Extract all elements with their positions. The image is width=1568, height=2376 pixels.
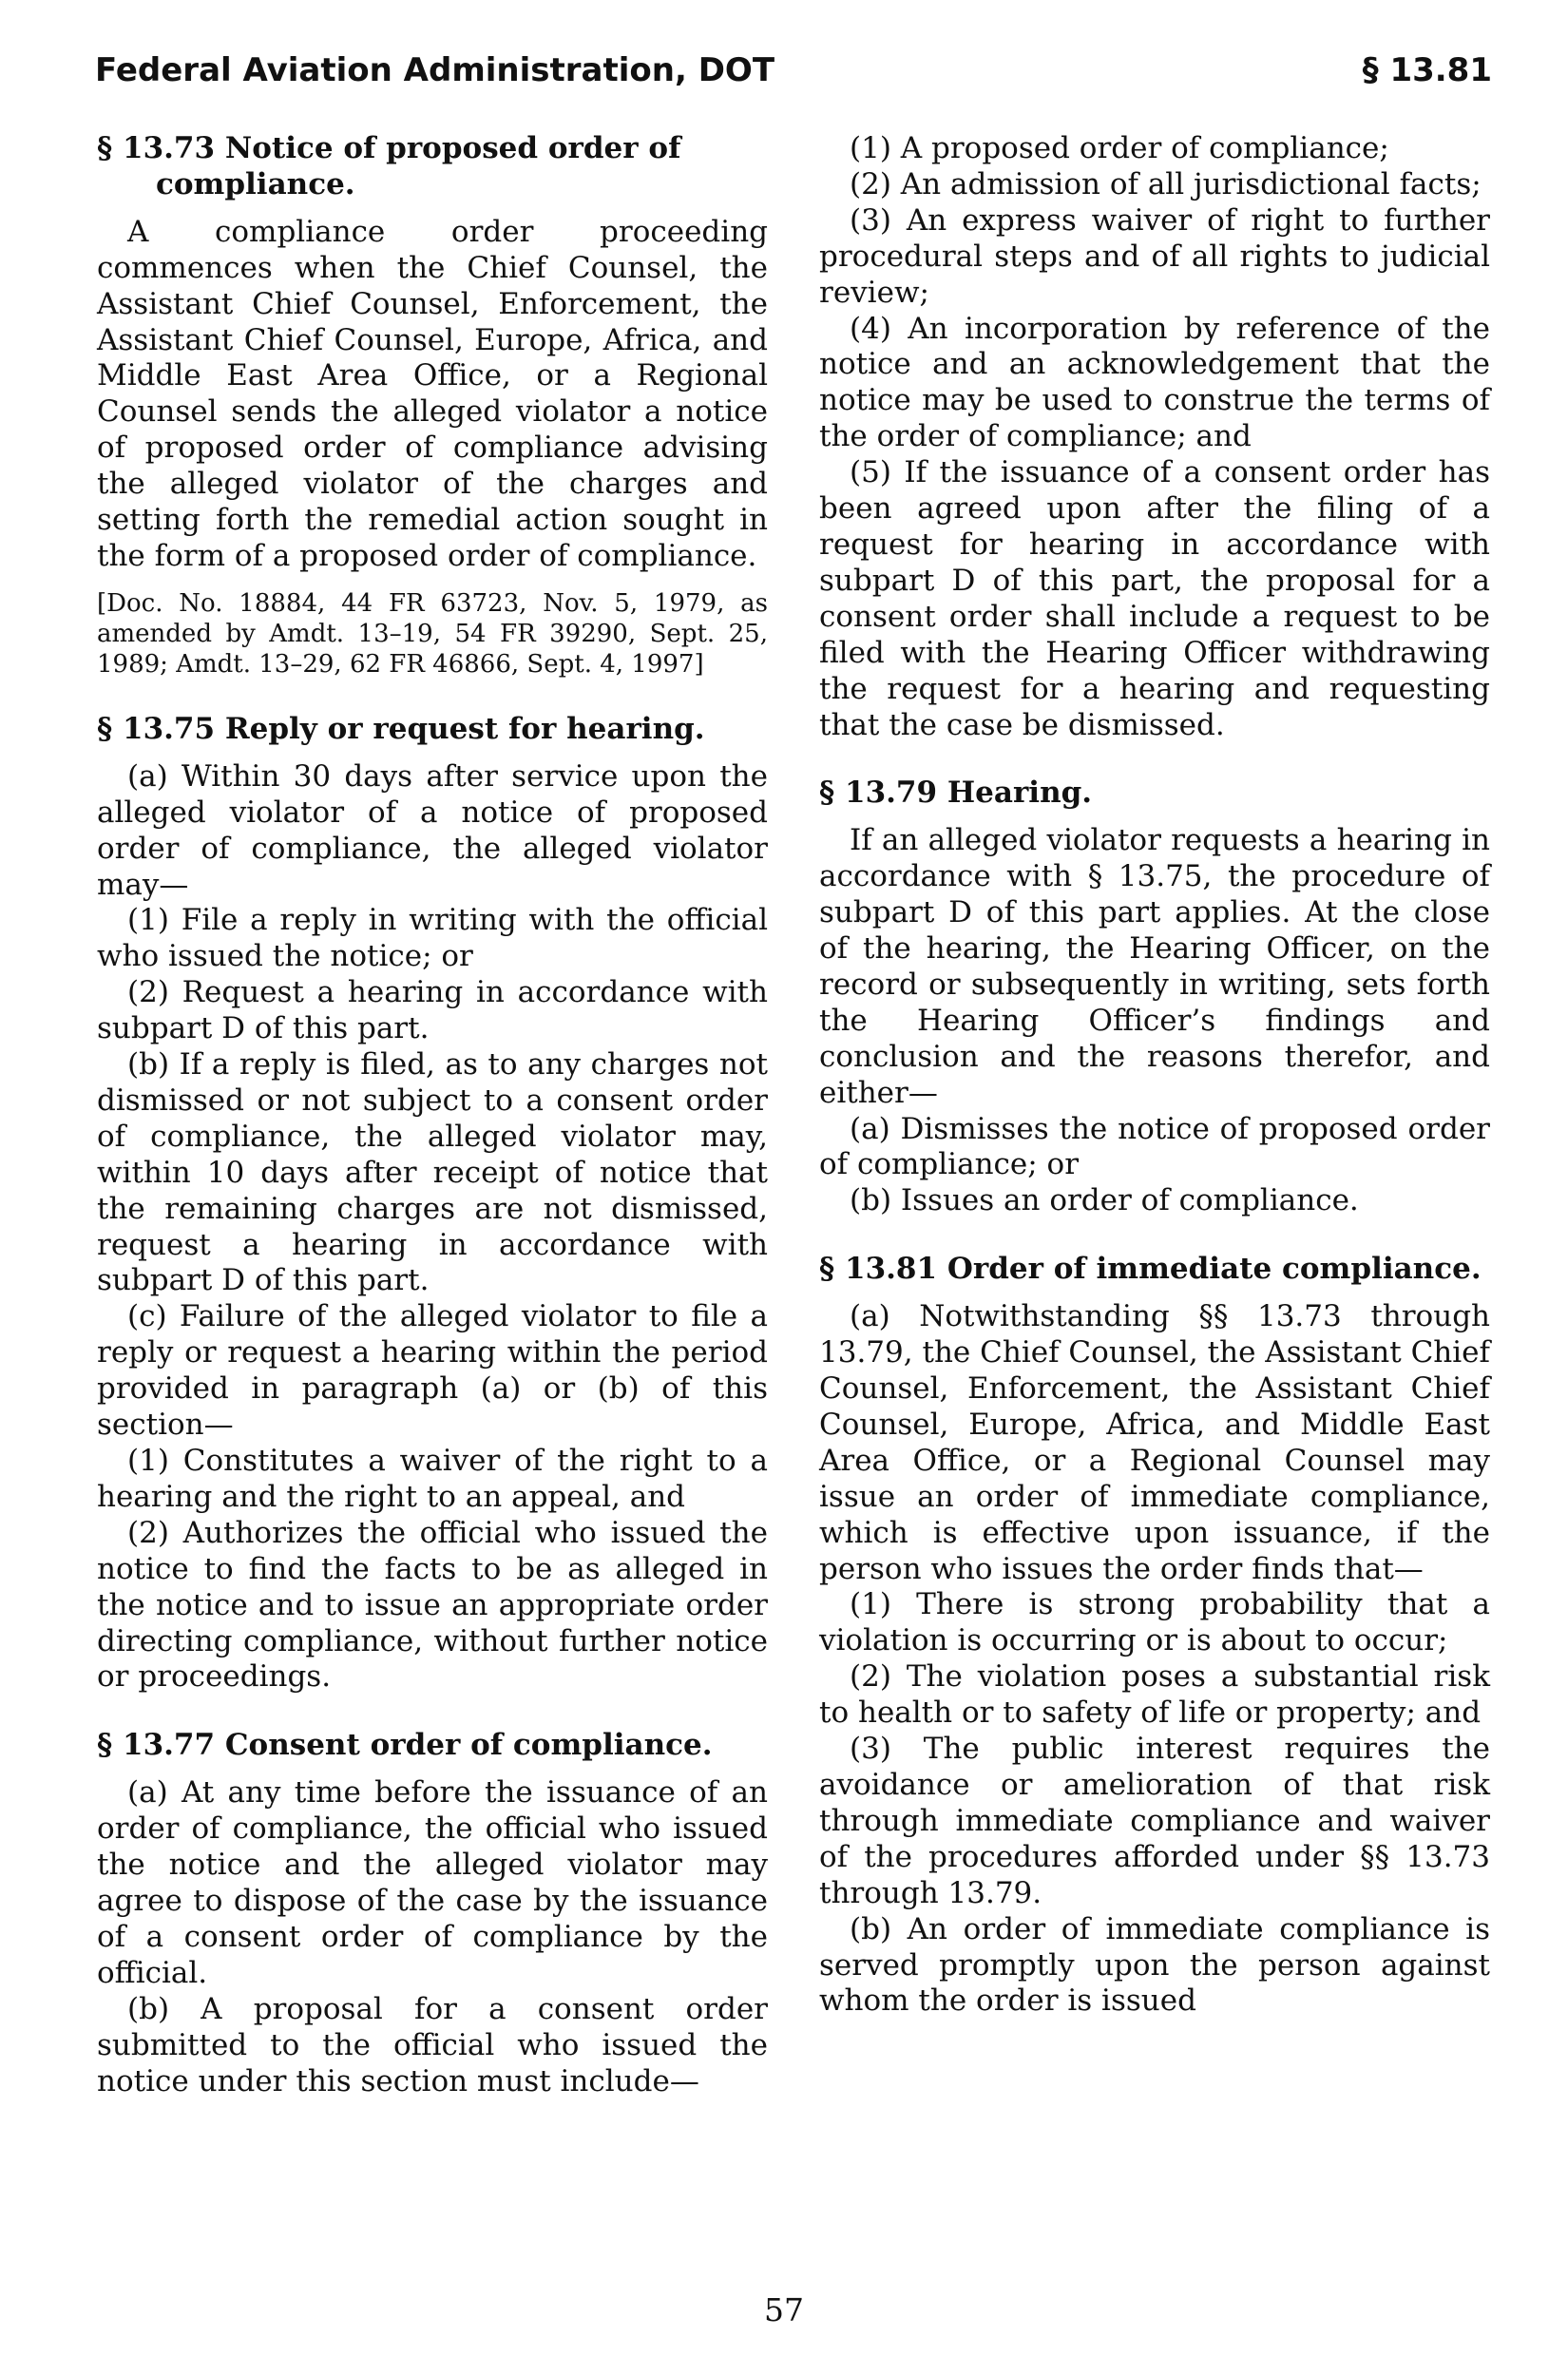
left-column <box>97 131 768 2099</box>
paragraph: (1) A proposed order of compliance; <box>850 131 1389 165</box>
paragraph: (b) An order of immediate compliance is served promptly upon the person against whom the order is issued <box>819 1911 1490 2019</box>
paragraph: (1) Constitutes a waiver of the right to a hearing and the right to an appeal, and <box>97 1444 768 1514</box>
right-column <box>819 131 1490 2020</box>
section-heading-13-77: § 13.77 Consent order of compliance. <box>97 1728 713 1763</box>
paragraph: (b) If a reply is filed, as to any charges not dismissed or not subject to a consent order of compliance, the alleged violator may, within 10 days after receipt of notice that the remaining charges are not dismissed, request a hearing in accordance with subpart D of this part. <box>97 1047 768 1298</box>
agency-title: Federal Aviation Administration, DOT <box>95 51 775 89</box>
section-heading-13-73: § 13.73 Notice of proposed order of compliance. <box>97 131 681 201</box>
paragraph: A compliance order proceeding commences when the Chief Counsel, the Assistant Chief Counsel, Enforcement, the Assistant Chief Counsel, Europe, Africa, and Middle East Area Office, or a Regional Counsel sends the alleged violator a notice of proposed order of compliance advising the alleged violator of the charges and setting forth the remedial action sought in the form of a proposed order of compliance. <box>97 214 768 573</box>
paragraph: (a) Notwithstanding §§ 13.73 through 13.79, the Chief Counsel, the Assistant Chief Counsel, Enforcement, the Assistant Chief Counsel, Europe, Africa, and Middle East Area Office, or a Regional Counsel may issue an order of immediate compliance, which is effective upon issuance, if the person who issues the order finds that— <box>819 1299 1490 1586</box>
paragraph: (2) Request a hearing in accordance with subpart D of this part. <box>97 975 768 1046</box>
paragraph: (a) Dismisses the notice of proposed order of compliance; or <box>819 1111 1490 1182</box>
section-heading-13-75: § 13.75 Reply or request for hearing. <box>97 711 705 746</box>
paragraph: (2) Authorizes the official who issued the notice to find the facts to be as alleged in the notice and to issue an appropriate order directing compliance, without further notice or proceedings. <box>97 1515 768 1695</box>
running-header <box>95 51 1492 95</box>
paragraph: (4) An incorporation by reference of the notice and an acknowledgement that the notice may be used to construe the terms of the order of compliance; and <box>819 311 1490 454</box>
paragraph: (3) The public interest requires the avoidance or amelioration of that risk through immediate compliance and waiver of the procedures afforded under §§ 13.73 through 13.79. <box>819 1732 1490 1910</box>
paragraph: (a) At any time before the issuance of an order of compliance, the official who issued the notice and the alleged violator may agree to dispose of the case by the issuance of a consent order of compliance by the official. <box>97 1775 768 1990</box>
paragraph: (2) The violation poses a substantial risk to health or to safety of life or property; and <box>819 1659 1490 1731</box>
paragraph: (a) Within 30 days after service upon the alleged violator of a notice of proposed order of compliance, the alleged violator may— <box>97 758 768 902</box>
page-number: 57 <box>764 2291 804 2328</box>
paragraph: (1) File a reply in writing with the official who issued the notice; or <box>97 903 768 974</box>
section-range: § 13.81 <box>1362 51 1492 89</box>
section-heading-13-79: § 13.79 Hearing. <box>819 776 1093 811</box>
source-citation: [Doc. No. 18884, 44 FR 63723, Nov. 5, 1979, as amended by Amdt. 13–19, 54 FR 39290, Sept. 25, 1989; Amdt. 13–29, 62 FR 46866, Sept. 4, 1997] <box>97 588 768 679</box>
paragraph: (2) An admission of all jurisdictional facts; <box>850 166 1482 201</box>
paragraph: (b) Issues an order of compliance. <box>850 1183 1359 1218</box>
section-heading-13-81: § 13.81 Order of immediate compliance. <box>819 1252 1482 1287</box>
paragraph: (b) A proposal for a consent order submitted to the official who issued the notice under this section must include— <box>97 1991 768 2098</box>
paragraph: (1) There is strong probability that a violation is occurring or is about to occur; <box>819 1587 1490 1658</box>
paragraph: If an alleged violator requests a hearing in accordance with § 13.75, the procedure of subpart D of this part applies. At the close of the hearing, the Hearing Officer, on the record or subsequently in writing, sets forth the Hearing Officer’s findings and conclusion and the reasons therefor, and either— <box>819 823 1490 1110</box>
paragraph: (5) If the issuance of a consent order has been agreed upon after the filing of a request for hearing in accordance with subpart D of this part, the proposal for a consent order shall include a request to be filed with the Hearing Officer withdrawing the request for a hearing and requesting that the case be dismissed. <box>819 455 1490 742</box>
paragraph: (c) Failure of the alleged violator to file a reply or request a hearing within the period provided in paragraph (a) or (b) of this section— <box>97 1299 768 1443</box>
paragraph: (3) An express waiver of right to further procedural steps and of all rights to judicial review; <box>819 202 1490 310</box>
